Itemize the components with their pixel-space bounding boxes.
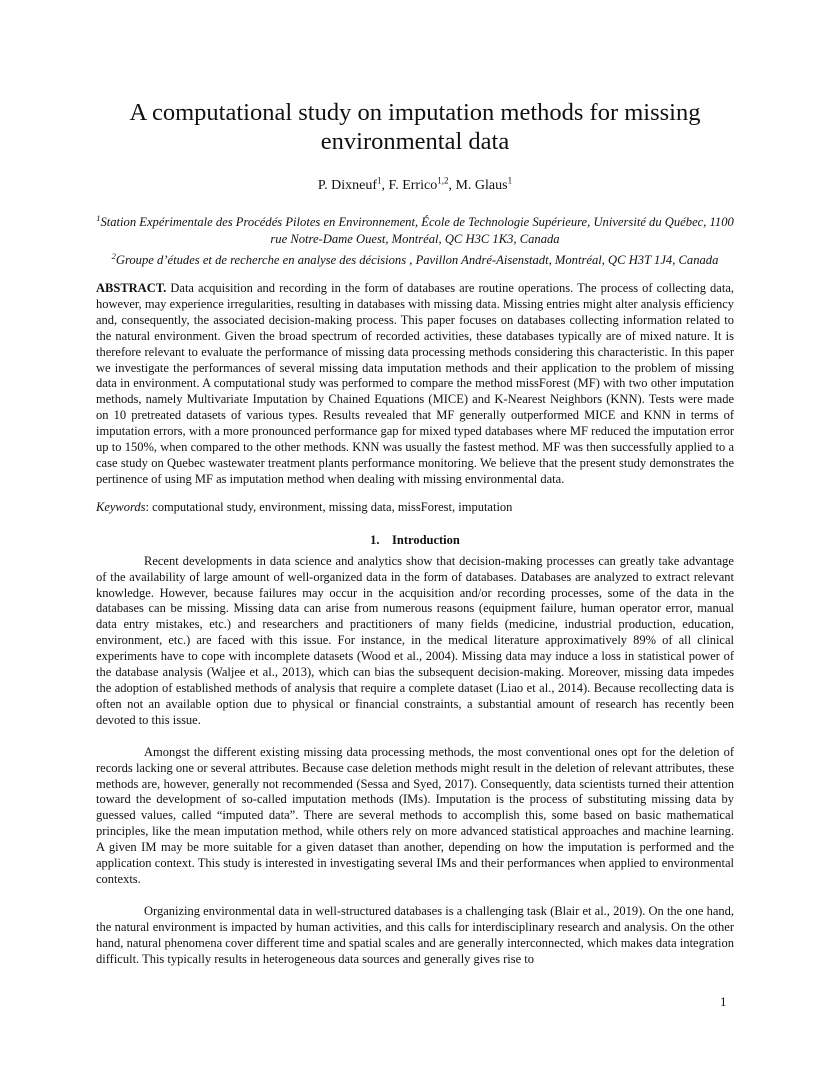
affiliation-list: [96, 210, 734, 269]
affiliation-text: Groupe d’études et de recherche en analyse des décisions , Pavillon André-Aisenstadt, Montréal, QC H3T 1J4, Canada: [115, 253, 719, 268]
author-separator: ,: [448, 177, 456, 193]
affiliation: [96, 248, 734, 269]
body-paragraph: Organizing environmental data in well-structured databases is a challenging task (Blair et al., 2019). On the one hand, the natural environment is impacted by human activities, and this calls for interdisciplinary research and analysis. On the other hand, natural phenomena cover different time and spatial scales and are generally interconnected, which makes data integration difficult. This typically results in heterogeneous data sources and generally gives rise to: [96, 903, 734, 966]
affiliation-mark: 1: [96, 212, 101, 223]
author: [388, 175, 456, 193]
affiliation-mark: 2: [111, 250, 116, 261]
section-heading: [96, 532, 734, 548]
body-paragraph: Amongst the different existing missing data processing methods, the most conventional ones opt for the deletion of records lacking one or several attributes. Because case deletion methods might result in the deletion of relevant attributes, these methods are, however, generally not recommended (Sessa and Syed, 2017). Consequently, data scientists turned their attention toward the development of so-called imputation methods (IMs). Imputation is the process of substituting missing data by guessed values, called “imputed data”. There are several methods to accomplish this, some based on basic mathematical principles, like the mean imputation method, while others rely on more advanced statistical approaches and machine learning. A given IM may be more suitable for a given dataset than another, depending on how the imputation is performed and the application context. This study is interested in investigating several IMs and their performances when applied to environmental contexts.: [96, 744, 734, 886]
keywords: [96, 500, 734, 516]
author-affiliation-mark: 1: [377, 175, 382, 185]
author: [317, 175, 389, 193]
body-paragraph: Recent developments in data science and analytics show that decision-making processes can greatly take advantage of the availability of large amount of well-organized data in the form of databases. Databases are analyzed to extract relevant knowledge. However, because failures may occur in the acquisition and/or recording processes, some of the data in the databases can be missing. Missing data can arise from numerous reasons (equipment failure, human operator error, manual data entry mistakes, etc.) and researchers and practitioners of many fields (medicine, industrial production, education, environment, etc.) are faced with this issue. For instance, in the medical literature approximatively 89% of all clinical experiments have to cope with incomplete datasets (Wood et al., 2004). Missing data may induce a loss in statistical power of the database analysis (Waljee et al., 2013), which can bias the subsequent decision-making. Moreover, missing data impedes the adoption of established methods of analysis that require a complete dataset (Liao et al., 2014). Because recollecting data is often not an available option due to physical or financial constraints, a substantial amount of research has recently been devoted to this issue.: [96, 553, 734, 727]
keywords-label: Keywords: [96, 499, 146, 514]
abstract: [96, 281, 734, 488]
author-name: M. Glaus: [455, 177, 508, 193]
abstract-text: Data acquisition and recording in the form of databases are routine operations. The process of collecting data, however, may experience irregularities, resulting in databases with missing data. Missing entries might alter analysis efficiency and, consequently, the associated decision-making process. This paper focuses on databases collecting information related to the natural environment. Given the broad spectrum of recorded activities, these databases typically are of mixed nature. It is therefore relevant to evaluate the performance of missing data processing methods considering this characteristic. In this paper we investigate the performances of several missing data imputation methods and their application to the problem of missing data in environment. A computational study was performed to compare the method missForest (MF) with two other imputation methods, namely Multivariate Imputation by Chained Equations (MICE) and K-Nearest Neighbors (KNN). Tests were made on 10 pretreated datasets of various types. Results revealed that MF generally outperformed MICE and KNN in terms of imputation errors, with a more pronounced performance gap for mixed typed databases where MF reduced the imputation error up to 150%, when compared to the other methods. KNN was usually the fastest method. MF was then successfully applied to a case study on Quebec wastewater treatment plants performance monitoring. We believe that the present study demonstrates the pertinence of using MF as imputation method when dealing with missing environmental data.: [96, 281, 734, 486]
paper-title: A computational study on imputation methods for missing environmental data: [129, 99, 701, 155]
author-separator: ,: [381, 177, 389, 193]
paper-page: [96, 0, 734, 967]
affiliation: [96, 210, 734, 248]
author: [455, 175, 513, 193]
section-number: 1.: [370, 532, 380, 547]
abstract-label: ABSTRACT.: [96, 281, 167, 296]
keywords-text: : computational study, environment, missing data, missForest, imputation: [145, 499, 513, 514]
author-affiliation-mark: 1: [507, 175, 513, 185]
author-list: [96, 171, 734, 195]
page-number: 1: [720, 994, 727, 1009]
affiliation-text: Station Expérimentale des Procédés Pilotes en Environnement, École de Technologie Supérieure, Université du Québec, 1100 rue Notre-Dame Ouest, Montréal, QC H3C 1K3, Canada: [100, 214, 734, 246]
section-title: Introduction: [392, 532, 460, 547]
author-name: F. Errico: [388, 177, 438, 193]
author-affiliation-mark: 1,2: [437, 175, 449, 185]
author-name: P. Dixneuf: [317, 177, 378, 193]
